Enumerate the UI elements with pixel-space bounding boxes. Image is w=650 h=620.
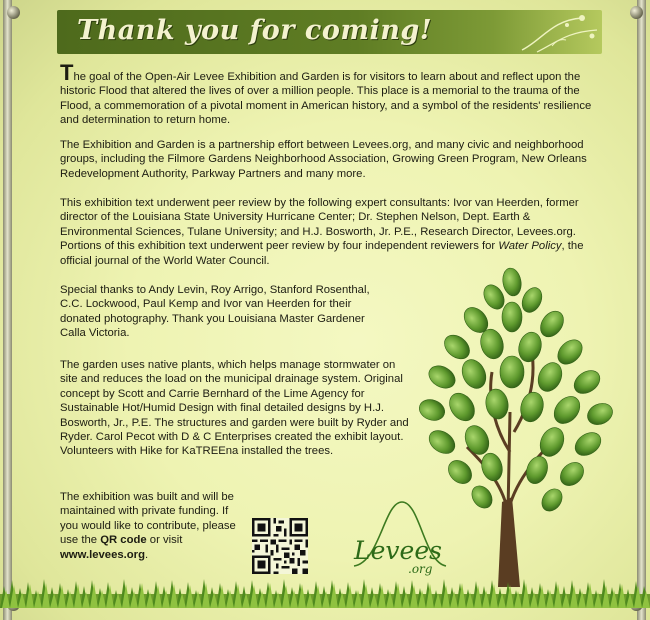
- peer-review-text: This exhibition text underwent peer review by the following expert consultants: Ivor van Heerden, former director of the Louisiana State University Hurricane Center; Dr. Stephen Nelson, Dept. Earth & Environmental Sciences, Tulane University; and H.J. Bosworth, Jr. P.E., Research Director, Levees.org. Portions of this exhibition text underwent peer review by four independent reviewers for: [60, 197, 579, 253]
- funding-or-visit: or visit: [149, 534, 183, 547]
- title-banner: [57, 10, 602, 54]
- funding-period: .: [144, 548, 149, 561]
- left-post: [3, 0, 12, 620]
- intro-text: he goal of the Open-Air Levee Exhibition and Garden is for visitors to learn about and reflect upon the historic Flood that altered the lives of over a million people. This place is a memorial to the trauma of the Flood, a commemoration of a pivotal moment in American history, and a symbol of the residents' resilience and determination to return home.: [60, 71, 592, 127]
- funding-text: The exhibition was built and will be maintained with private funding. If you would like to contribute, please use the: [60, 491, 236, 547]
- page-title: Thank you for coming!: [77, 15, 433, 46]
- logo-suffix: .org: [408, 562, 433, 576]
- website-link[interactable]: www.levees.org: [60, 548, 145, 561]
- peer-review-end: , the official journal of the World Water Council.: [60, 240, 584, 267]
- swirl-ornament-icon: [512, 10, 602, 54]
- drop-cap: T: [60, 60, 74, 85]
- qr-code-label: QR code: [100, 534, 147, 547]
- bolt-top-right: [630, 6, 643, 19]
- funding-paragraph: [60, 490, 245, 562]
- right-post: [637, 0, 646, 620]
- garden-paragraph: The garden uses native plants, which helps manage stormwater on site and reduces the load on the municipal drainage system. Original concept by Scott and Carrie Bernhard of the Lime Agency for Sustainable Hot/Humid Design with final detailed designs by H.J. Bosworth, Jr., P.E. The structures and garden were built by Ryder and Ryder. Carol Pecot with D & C Enterprises created the exhibit layout. Volunteers with Hike for KaTREEna installed the trees.: [60, 359, 409, 458]
- journal-name: Water Policy: [498, 240, 562, 253]
- peer-review-paragraph: [60, 196, 600, 268]
- logo-text: Levees: [354, 536, 442, 565]
- qr-code-icon[interactable]: [252, 518, 308, 574]
- grass-border-icon: [0, 576, 650, 608]
- partnership-paragraph: The Exhibition and Garden is a partnership effort between Levees.org, and many civic and neighborhood groups, including the Filmore Gardens Neighborhood Association, Growing Green Program, New Orleans Redevelopment Authority, Parkway Partners and many more.: [60, 139, 587, 180]
- intro-paragraph: [60, 60, 600, 128]
- tree-illustration-icon: [412, 262, 617, 587]
- bolt-top-left: [7, 6, 20, 19]
- thanks-paragraph: Special thanks to Andy Levin, Roy Arrigo, Stanford Rosenthal, C.C. Lockwood, Paul Kemp and Ivor van Heerden for their donated photography. Thank you Louisiana Master Gardener Calla Victoria.: [60, 284, 370, 340]
